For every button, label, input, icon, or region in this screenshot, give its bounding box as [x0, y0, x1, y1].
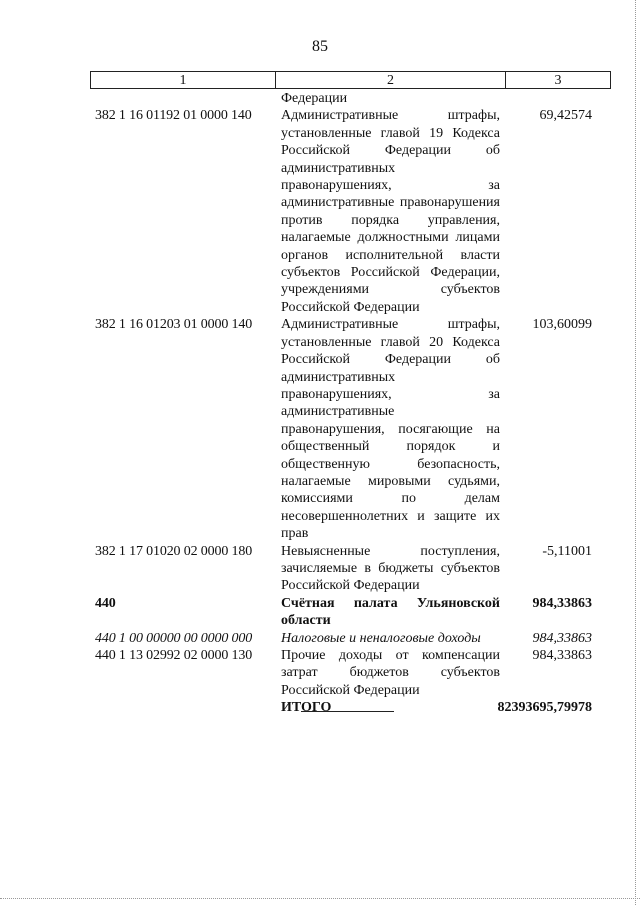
- row-description: ИТОГО: [281, 700, 332, 716]
- table-row: [0, 699, 640, 716]
- end-rule: [301, 711, 394, 712]
- scan-edge-right: [635, 0, 636, 905]
- row-description: Административные штрафы, установленные главой 20 Кодекса Российской Федерации об административных правонарушениях, за административные правонарушения, посягающие на общественный порядок и общественную безопасность, налагаемые мировыми судьями, комиссиями по делам несовершеннолетних и защите их прав: [281, 317, 500, 542]
- table-row: [0, 316, 640, 542]
- table-row: [0, 647, 640, 699]
- row-amount: -5,11001: [542, 543, 592, 559]
- row-amount: 69,42574: [539, 108, 592, 124]
- row-code: 382 1 17 01020 02 0000 180: [95, 543, 253, 559]
- row-amount: 984,33863: [532, 595, 592, 611]
- table-row: [0, 107, 640, 316]
- row-description: Счётная палата Ульяновской области: [281, 595, 500, 629]
- row-description: Федерации: [281, 91, 348, 106]
- table-row: [0, 630, 640, 647]
- row-amount: 984,33863: [532, 648, 592, 663]
- row-code: 440 1 00 00000 00 0000 000: [95, 630, 253, 646]
- row-description: Налоговые и неналоговые доходы: [281, 630, 481, 646]
- row-description: Невыясненные поступления, зачисляемые в бюджеты субъектов Российской Федерации: [281, 543, 500, 594]
- table-row: [0, 90, 640, 107]
- table-row: [0, 595, 640, 630]
- row-description: Административные штрафы, установленные главой 19 Кодекса Российской Федерации об административных правонарушениях, за административные правонарушения против порядка управления, налагаемые должностными лицами органов исполнительной власти субъектов Российской Федерации, учреждениями субъектов Российской Федерации: [281, 108, 500, 315]
- row-amount: 984,33863: [532, 630, 592, 646]
- table-header: [90, 71, 611, 89]
- page-number: 85: [312, 38, 328, 55]
- row-code: 382 1 16 01203 01 0000 140: [95, 317, 253, 333]
- scan-edge-bottom: [0, 898, 640, 899]
- row-code: 440: [95, 595, 116, 611]
- row-description: Прочие доходы от компенсации затрат бюджетов субъектов Российской Федерации: [281, 648, 500, 698]
- row-amount: 82393695,79978: [497, 700, 592, 716]
- table-body: [0, 90, 640, 717]
- table-row: [0, 543, 640, 595]
- header-col-1: 1: [91, 72, 276, 88]
- row-code: 382 1 16 01192 01 0000 140: [95, 108, 252, 124]
- header-col-3: 3: [554, 73, 562, 88]
- row-amount: 103,60099: [532, 317, 592, 333]
- row-code: 440 1 13 02992 02 0000 130: [95, 648, 253, 663]
- header-col-2: 2: [276, 72, 506, 88]
